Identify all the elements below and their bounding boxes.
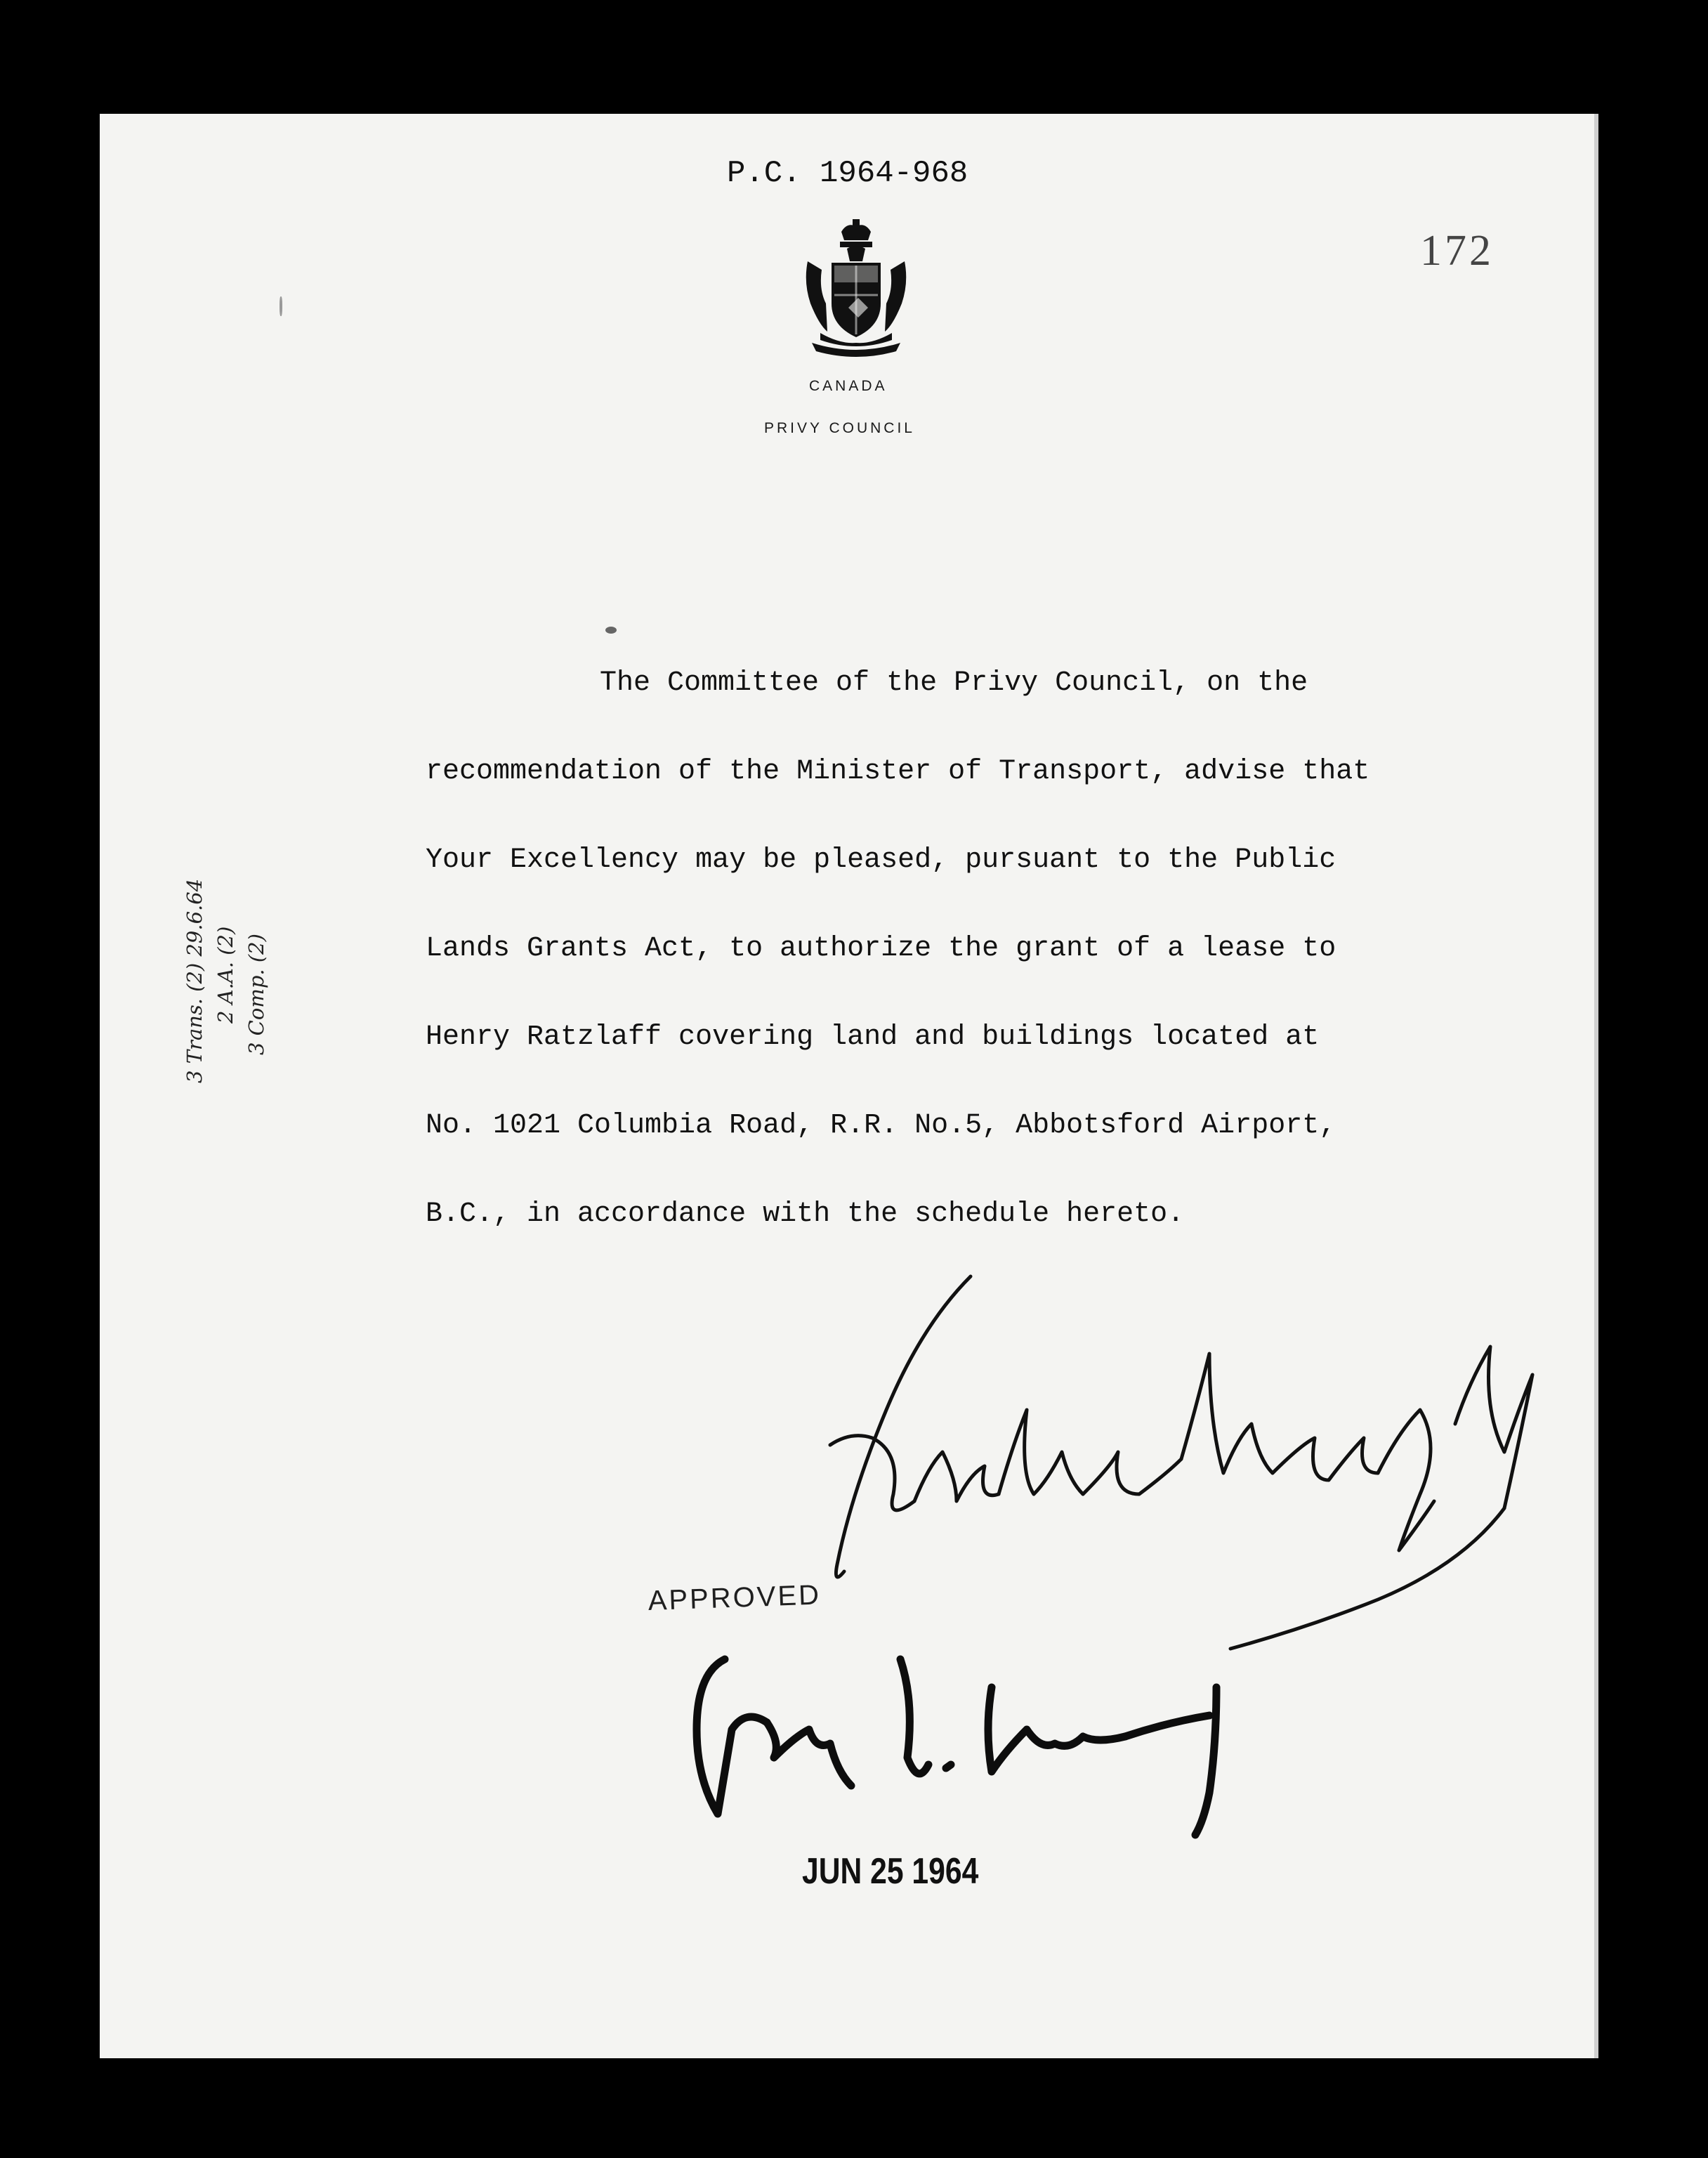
body-line-1: The Committee of the Privy Council, on the: [600, 667, 1308, 699]
document-page: [100, 114, 1594, 2058]
minister-signature: [746, 1269, 1553, 1663]
letterhead-country: CANADA: [809, 378, 888, 394]
paper-mark: [280, 296, 282, 316]
letterhead-privy-council: PRIVY COUNCIL: [764, 420, 915, 436]
body-line-7: B.C., in accordance with the schedule hereto.: [426, 1198, 1185, 1230]
paper-mark: [605, 627, 617, 634]
governor-signature: [676, 1645, 1252, 1856]
approval-date-stamp: JUN 25 1964: [802, 1851, 979, 1892]
margin-note-line-3: 3 Comp. (2): [244, 934, 268, 1055]
body-line-4: Lands Grants Act, to authorize the grant of a lease to: [426, 933, 1336, 964]
approved-label: APPROVED: [648, 1579, 822, 1616]
margin-note: [183, 848, 449, 1087]
body-line-5: Henry Ratzlaff covering land and buildings located at: [426, 1021, 1320, 1053]
order-number: P.C. 1964-968: [727, 156, 968, 191]
margin-note-line-1: 3 Trans. (2) 29.6.64: [183, 878, 206, 1083]
body-line-3: Your Excellency may be pleased, pursuant to the Public: [426, 844, 1336, 876]
margin-note-line-2: 2 A.A. (2): [214, 926, 237, 1024]
page-number: 172: [1420, 227, 1494, 275]
coat-of-arms-icon: [798, 219, 914, 360]
body-line-2: recommendation of the Minister of Transport, advise that: [426, 756, 1370, 787]
body-line-6: No. 1021 Columbia Road, R.R. No.5, Abbotsford Airport,: [426, 1110, 1336, 1142]
